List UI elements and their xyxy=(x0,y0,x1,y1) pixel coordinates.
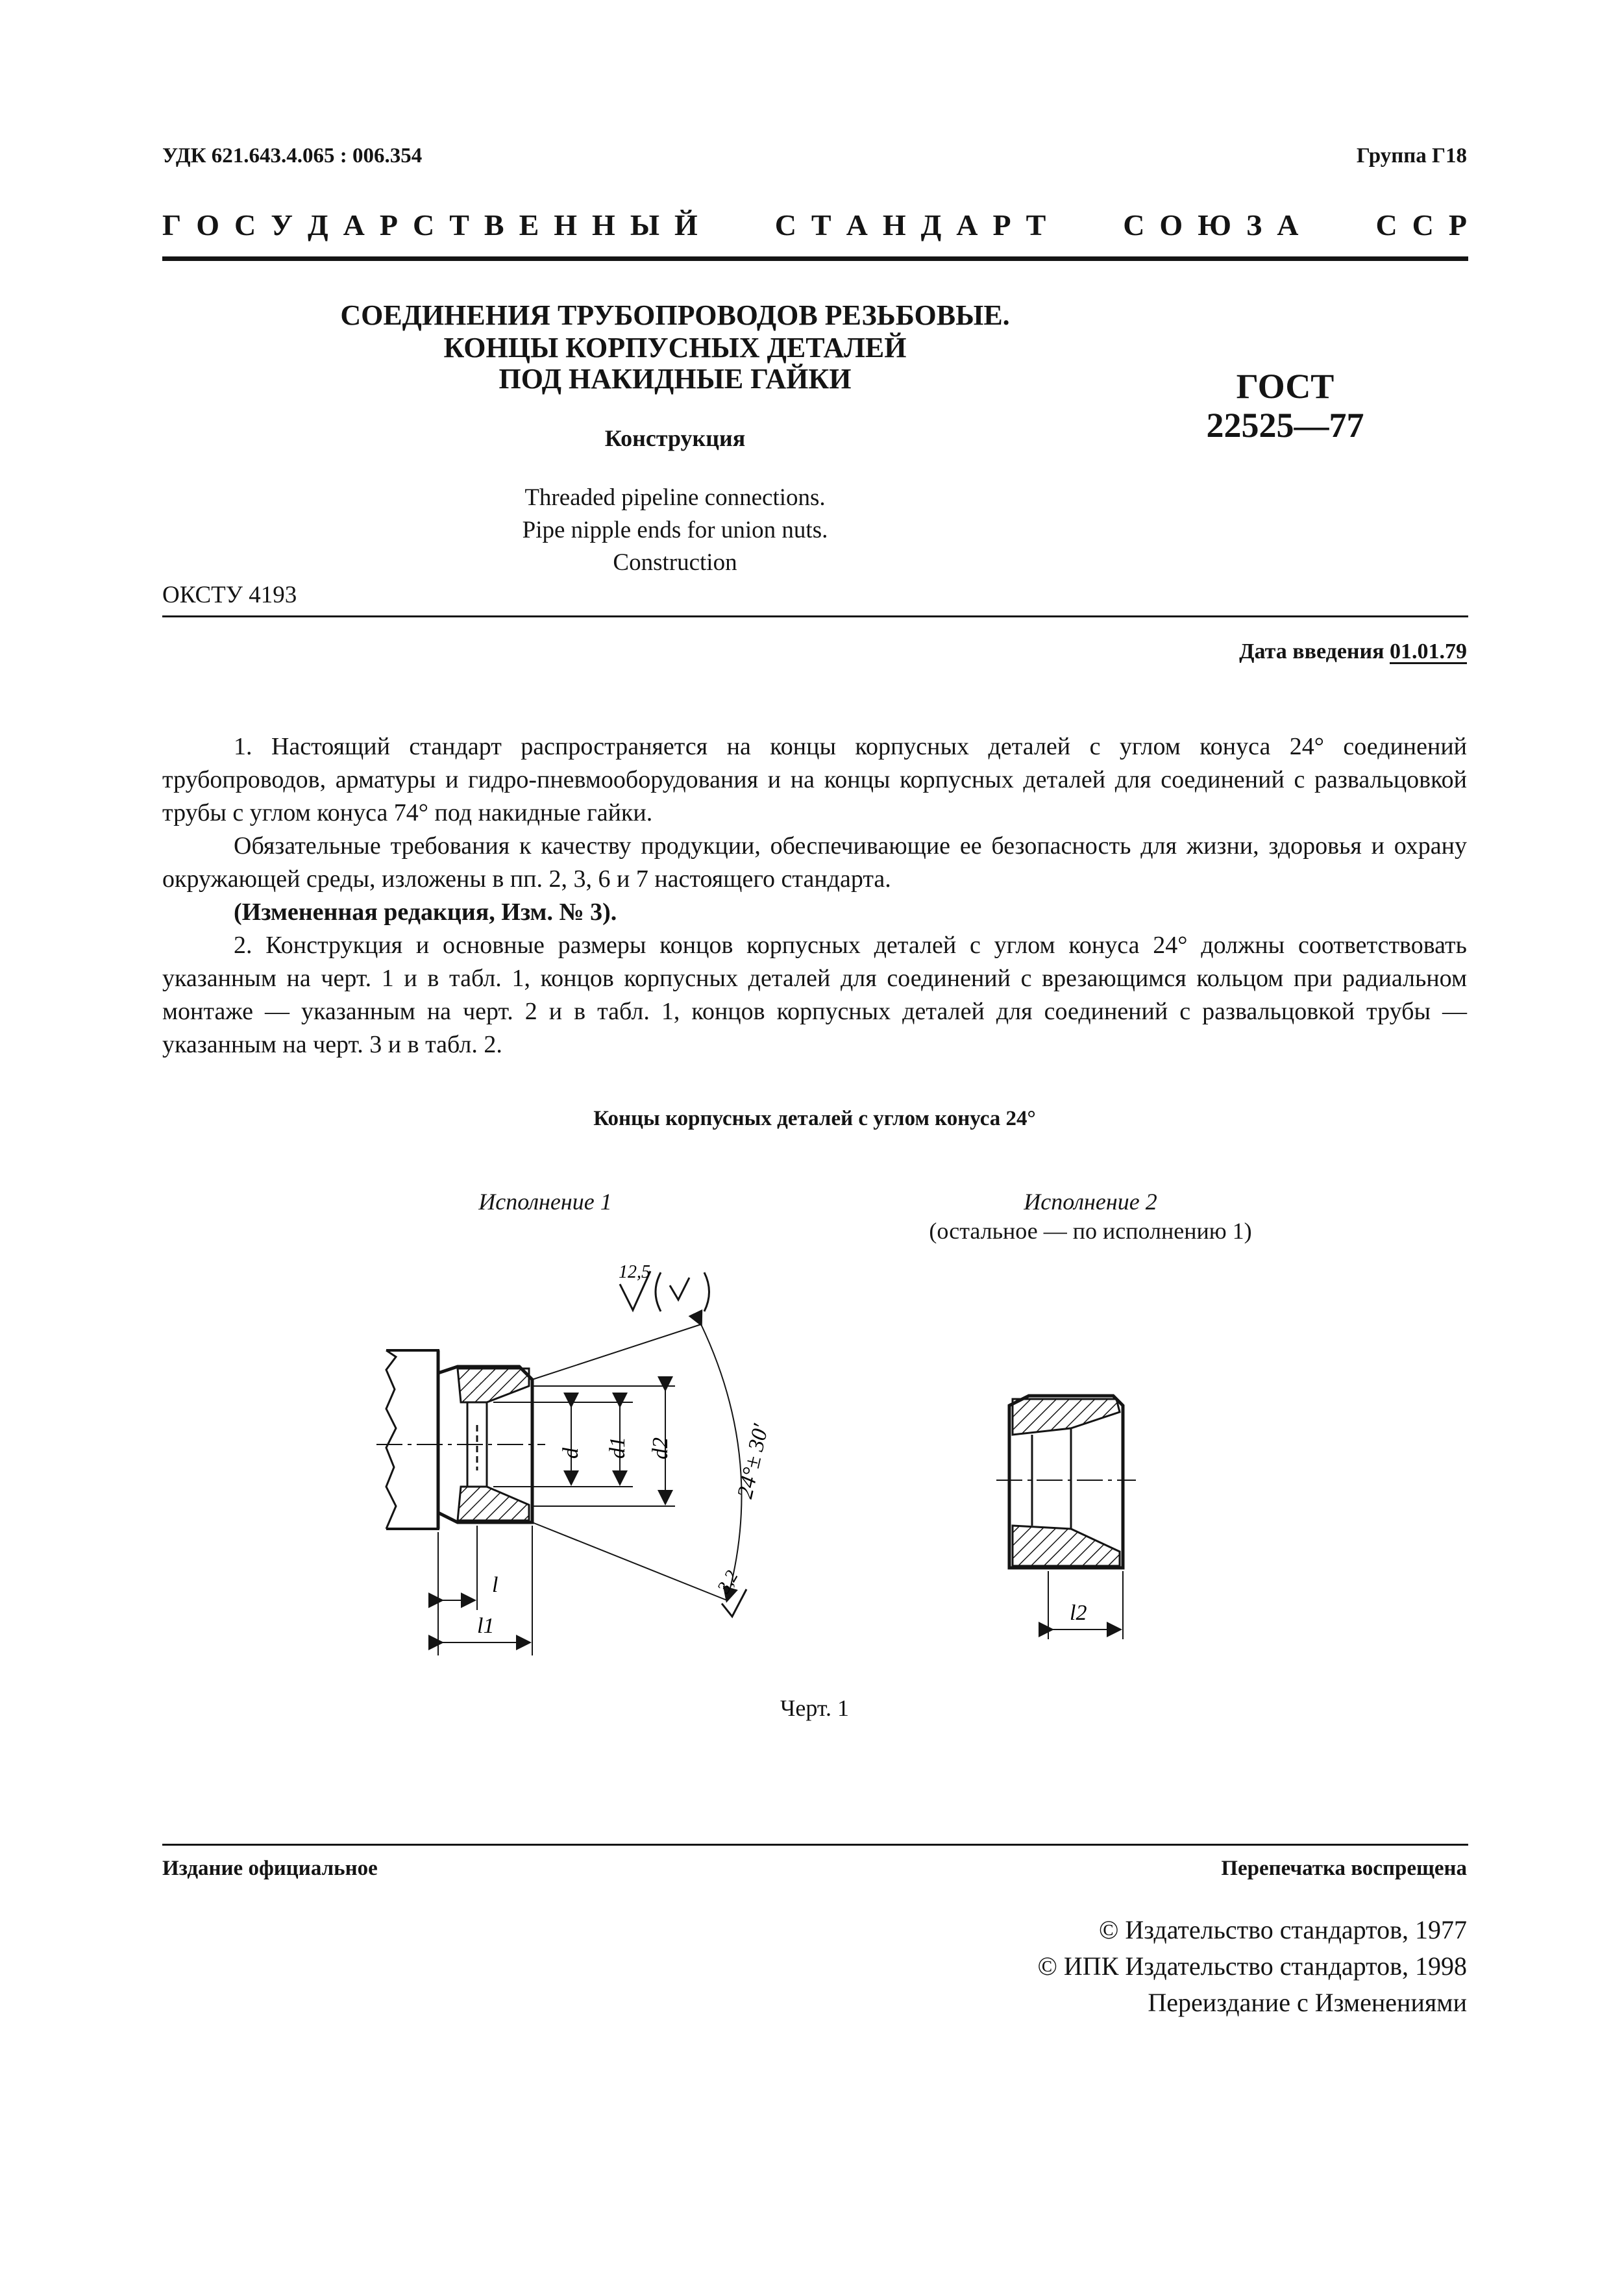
title-line3: ПОД НАКИДНЫЕ ГАЙКИ xyxy=(498,363,852,395)
variant2-note: (остальное — по исполнению 1) xyxy=(929,1218,1252,1244)
banner-word: С Т А Н Д А Р Т xyxy=(774,208,1046,242)
paragraph-4: 2. Конструкция и основные размеры концов корпусных деталей с углом конуса 24° должны соответствовать указанным на черт. 1 и в табл. 1, концов корпусных деталей для соединений с врезающимся кольцом при радиальном монтаже — указанным на черт. 2 и в табл. 1, концов корпусных деталей для соединений с развальцовкой трубы — указанным на черт. 3 и в табл. 2. xyxy=(162,932,1467,1058)
figure-heading: Концы корпусных деталей с углом конуса 24° xyxy=(593,1107,1036,1130)
footer-official: Издание официальное xyxy=(162,1857,378,1880)
paragraph-3: (Измененная редакция, Изм. № 3). xyxy=(234,898,617,926)
banner-word: Г О С У Д А Р С Т В Е Н Н Ы Й xyxy=(162,208,698,242)
gost-number: 22525—77 xyxy=(1206,406,1364,445)
intro-date-value: 01.01.79 xyxy=(1390,639,1467,663)
footer-reprint: Перепечатка воспрещена xyxy=(1221,1857,1467,1880)
figure-caption: Черт. 1 xyxy=(780,1695,849,1721)
variant2-caption: Исполнение 2 xyxy=(1024,1189,1157,1215)
banner-word: С О Ю З А xyxy=(1123,208,1299,242)
dim-d1: d1 xyxy=(606,1437,630,1459)
title-subtitle: Конструкция xyxy=(604,425,746,451)
dim-d: d xyxy=(559,1448,583,1459)
dim-l2: l2 xyxy=(1070,1601,1087,1625)
dim-l: l xyxy=(492,1573,498,1597)
copyright-1977: © Издательство стандартов, 1977 xyxy=(1098,1915,1467,1944)
variant2-drawing xyxy=(996,1396,1136,1639)
okstu-code: ОКСТУ 4193 xyxy=(162,582,297,608)
paragraph-2: Обязательные требования к качеству продукции, обеспечивающие ее безопасность для жизни, здоровья и охрану окружающей среды, изложены в пп. 2, 3, 6 и 7 настоящего стандарта. xyxy=(162,832,1467,893)
title-en-line2: Pipe nipple ends for union nuts. xyxy=(522,517,828,543)
title-en-line1: Threaded pipeline connections. xyxy=(524,484,826,511)
title-line1: СОЕДИНЕНИЯ ТРУБОПРОВОДОВ РЕЗЬБОВЫЕ. xyxy=(340,299,1010,331)
title-en-line3: Construction xyxy=(613,549,737,576)
variant1-caption: Исполнение 1 xyxy=(478,1189,612,1215)
variant1-drawing xyxy=(376,1324,742,1655)
footer-rule xyxy=(162,1844,1468,1846)
intro-date-label: Дата введения xyxy=(1239,639,1384,663)
reissue-note: Переиздание с Изменениями xyxy=(1148,1988,1467,2017)
roughness-value-2: 3,2 xyxy=(713,1567,743,1597)
roughness-value-1: 12,5 xyxy=(619,1262,650,1282)
copyright-1998: © ИПК Издательство стандартов, 1998 xyxy=(1037,1952,1467,1981)
gost-label: ГОСТ xyxy=(1236,367,1335,406)
title-line2: КОНЦЫ КОРПУСНЫХ ДЕТАЛЕЙ xyxy=(443,332,907,364)
udk-code: УДК 621.643.4.065 : 006.354 xyxy=(162,144,423,167)
dim-d2: d2 xyxy=(648,1437,672,1459)
group-code: Группа Г18 xyxy=(1356,144,1467,167)
paragraph-1: 1. Настоящий стандарт распространяется на концы корпусных деталей с углом конуса 24° соединений трубопроводов, арматуры и гидро-пневмооборудования и на концы корпусных деталей для соединений с развальцовкой трубы с углом конуса 74° под накидные гайки. xyxy=(162,733,1467,826)
dim-l1: l1 xyxy=(477,1614,495,1638)
banner-word: С С Р xyxy=(1375,208,1467,242)
dim-angle: 24°± 30′ xyxy=(733,1422,774,1501)
